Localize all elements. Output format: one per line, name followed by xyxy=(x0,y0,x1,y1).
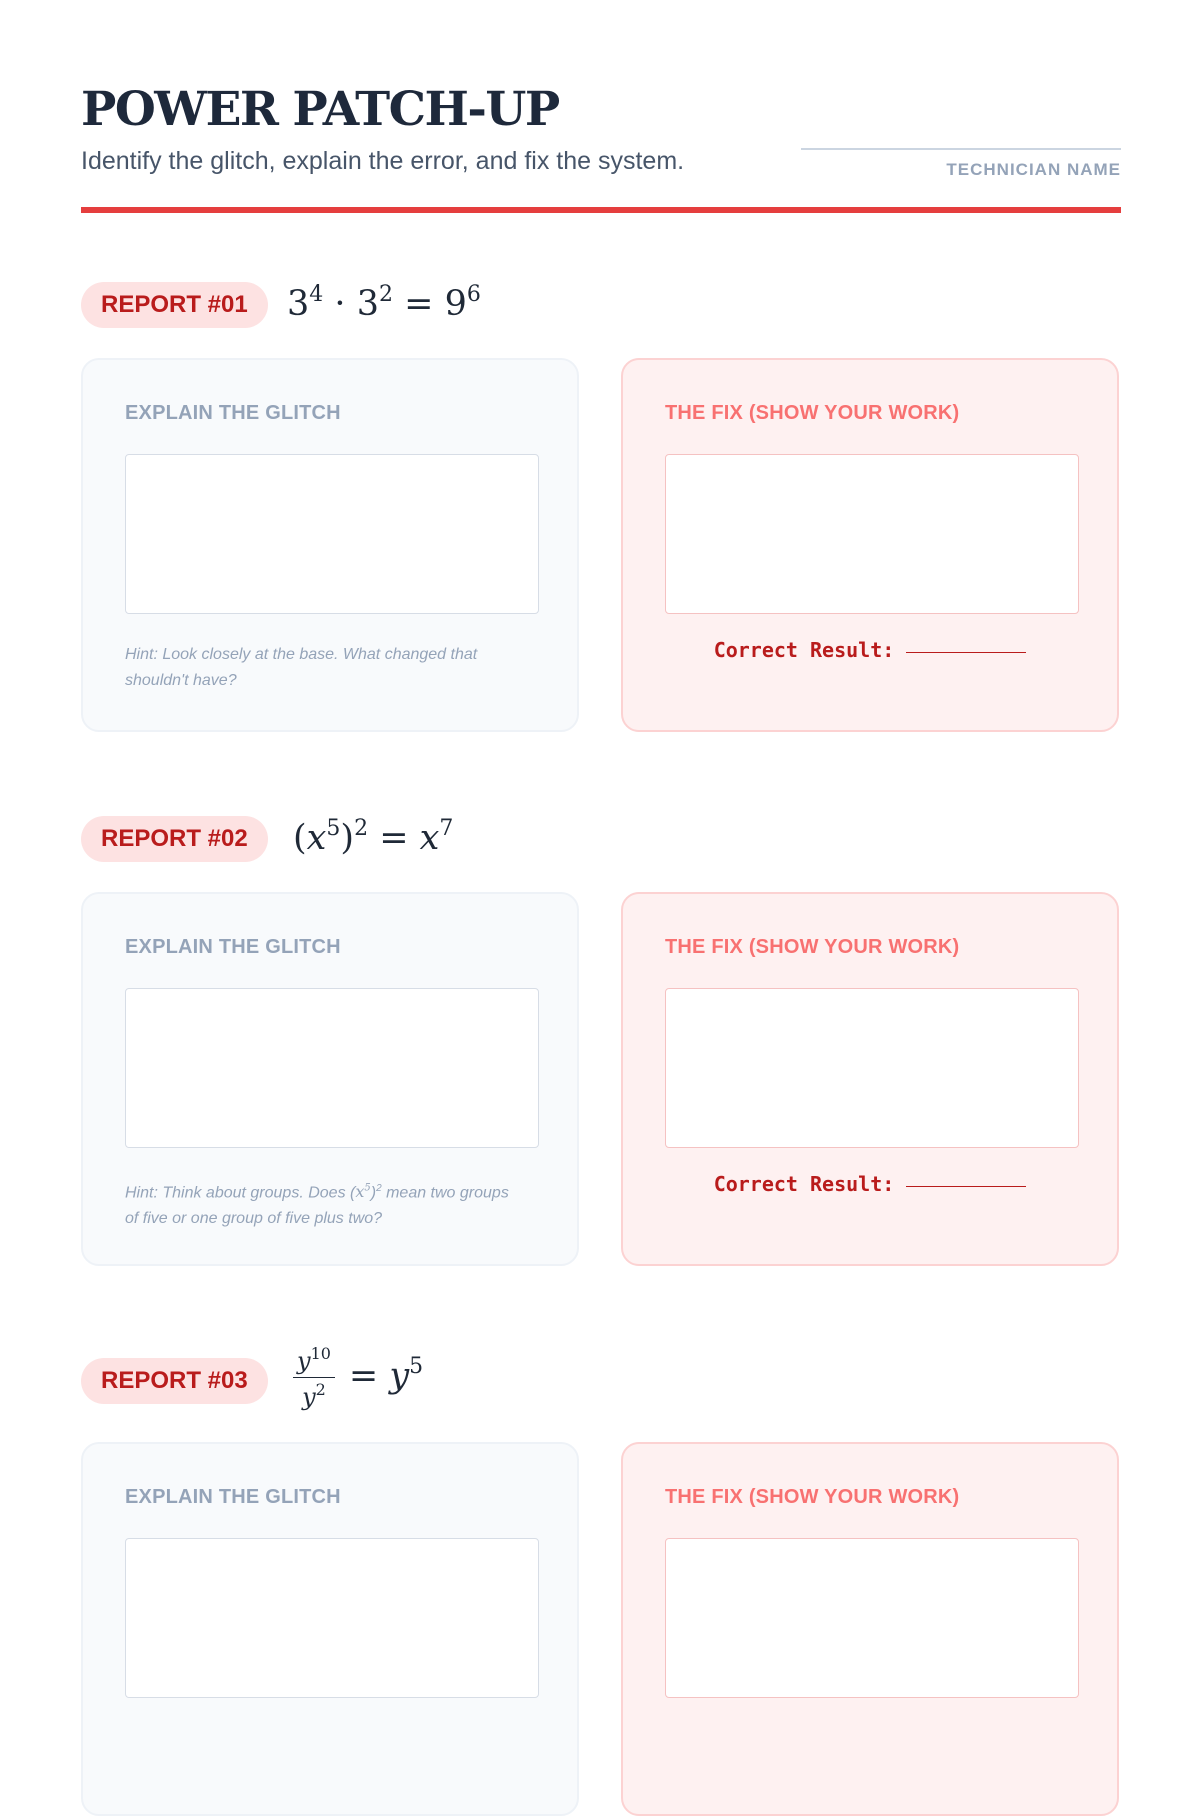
report-header xyxy=(81,816,1121,876)
explain-answer-box[interactable] xyxy=(125,988,539,1148)
equation-exponent: 2 xyxy=(378,282,393,307)
correct-result-row xyxy=(623,638,1117,662)
hint-exponent: 2 xyxy=(376,1183,382,1194)
equation-base: 9 xyxy=(444,284,467,324)
fix-work-box[interactable] xyxy=(665,454,1079,614)
equation-operator: · xyxy=(334,284,346,324)
report-equation: $(x^5)^2 = x^7$ xyxy=(293,816,454,858)
equation-exponent: 6 xyxy=(466,282,481,307)
page-subtitle: Identify the glitch, explain the error, and fix the system. xyxy=(81,147,685,175)
explain-glitch-card xyxy=(81,892,579,1266)
equation-base: 3 xyxy=(356,284,379,324)
hint-text: Hint: Look closely at the base. What changed that shouldn't have? xyxy=(125,646,478,689)
fix-label: THE FIX (SHOW YOUR WORK) xyxy=(665,1486,960,1508)
fraction-denominator xyxy=(293,1378,335,1411)
explain-glitch-label: EXPLAIN THE GLITCH xyxy=(125,936,341,958)
technician-name-label: TECHNICIAN NAME xyxy=(946,160,1121,179)
correct-result-blank[interactable] xyxy=(906,652,1026,653)
header-divider xyxy=(81,207,1121,213)
equation-variable: y xyxy=(297,1347,311,1375)
explain-glitch-card xyxy=(81,358,579,732)
page-title: POWER PATCH-UP xyxy=(81,82,559,137)
explain-answer-box[interactable] xyxy=(125,454,539,614)
technician-name-line[interactable] xyxy=(801,148,1121,150)
report-badge: REPORT #03 xyxy=(81,1358,268,1404)
correct-result-label: Correct Result: xyxy=(713,1172,895,1196)
equation-base: 3 xyxy=(287,284,310,324)
header xyxy=(81,78,1121,179)
equation-exponent: 2 xyxy=(354,816,369,841)
report-1 xyxy=(81,282,1121,689)
fix-label: THE FIX (SHOW YOUR WORK) xyxy=(665,936,960,958)
equation-variable: y xyxy=(389,1356,410,1396)
equation-variable: y xyxy=(302,1383,316,1411)
hint-math xyxy=(355,1182,370,1201)
equation-exponent: 7 xyxy=(439,816,454,841)
fix-card xyxy=(621,1442,1119,1816)
equation-exponent: 5 xyxy=(409,1354,424,1379)
fix-work-box[interactable] xyxy=(665,988,1079,1148)
fix-work-box[interactable] xyxy=(665,1538,1079,1698)
equation-variable: x xyxy=(306,818,327,858)
equation-exponent: 4 xyxy=(309,282,324,307)
explain-glitch-label: EXPLAIN THE GLITCH xyxy=(125,1486,341,1508)
fix-label: THE FIX (SHOW YOUR WORK) xyxy=(665,402,960,424)
fix-card xyxy=(621,358,1119,732)
hint-text-part: mean two groups of five or one group of five plus two? xyxy=(125,1184,509,1228)
report-2 xyxy=(81,816,1121,1228)
fix-card xyxy=(621,892,1119,1266)
equation-exponent: 10 xyxy=(310,1344,331,1363)
hint-text-part: Hint: Think about groups. Does ( xyxy=(125,1184,356,1202)
correct-result-label: Correct Result: xyxy=(713,638,895,662)
hint-text-part: ) xyxy=(370,1184,377,1202)
equation-fraction xyxy=(293,1344,335,1411)
hint-text xyxy=(125,1176,525,1232)
report-header xyxy=(81,1344,1121,1418)
correct-result-blank[interactable] xyxy=(906,1186,1026,1187)
explain-glitch-card xyxy=(81,1442,579,1816)
explain-answer-box[interactable] xyxy=(125,1538,539,1698)
technician-name-field[interactable] xyxy=(801,148,1121,180)
fraction-numerator xyxy=(293,1344,335,1378)
hint-variable: x xyxy=(355,1182,365,1202)
report-header xyxy=(81,282,1121,342)
explain-glitch-label: EXPLAIN THE GLITCH xyxy=(125,402,341,424)
report-badge: REPORT #01 xyxy=(81,282,268,328)
hint-exponent: 5 xyxy=(364,1183,371,1194)
report-equation: $3^4 \cdot 3^2 = 9^6$ xyxy=(287,282,481,324)
report-3 xyxy=(81,1344,1121,1508)
equation-exponent: 2 xyxy=(315,1380,326,1399)
equation-exponent: 5 xyxy=(326,816,341,841)
report-badge: REPORT #02 xyxy=(81,816,268,862)
report-equation: $\frac{y^{10}}{y^2}$ = $y^5$ xyxy=(293,1344,423,1411)
equation-variable: x xyxy=(419,818,440,858)
correct-result-row xyxy=(623,1172,1117,1196)
